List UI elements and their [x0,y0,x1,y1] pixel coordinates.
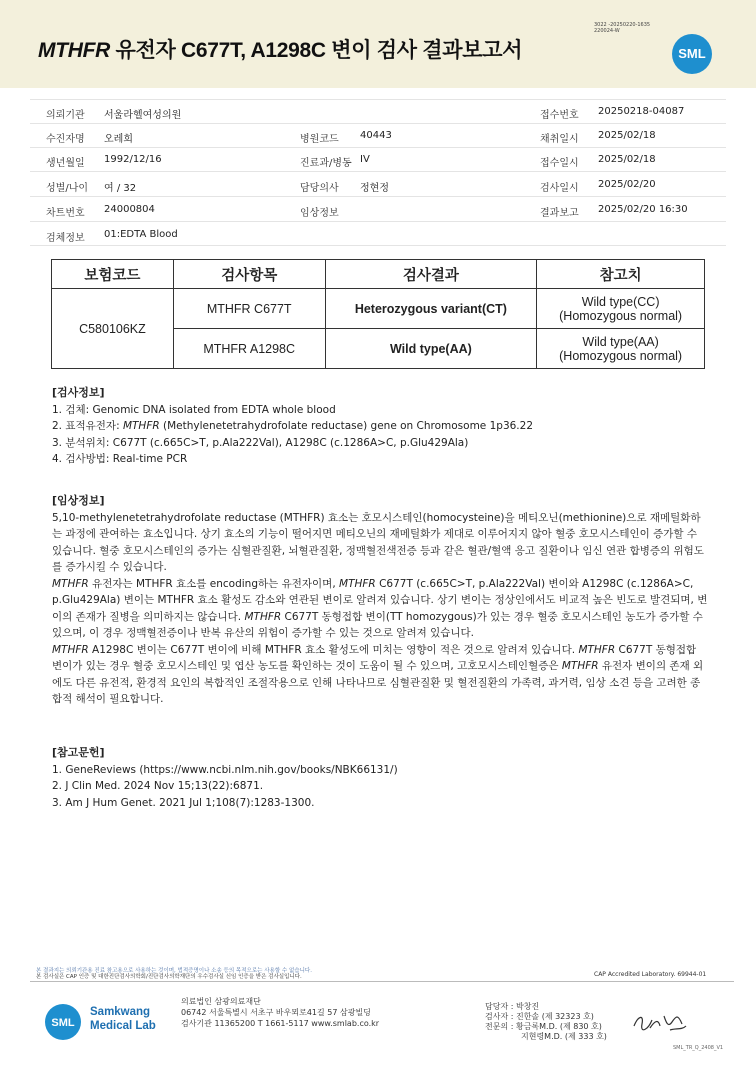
dob-label: 생년월일 [46,158,85,169]
reference-item: 3. Am J Hum Genet. 2021 Jul 1;108(7):1283-1300. [52,796,315,809]
test-result-cell: Heterozygous variant(CT) [325,289,537,329]
divider [30,123,726,124]
footer-divider [30,981,734,982]
test-item-cell: MTHFR C677T [173,289,325,329]
clinical-paragraph: MTHFR 유전자는 MTHFR 효소를 encoding하는 유전자이며, MTHFR C677T (c.665C>T, p.Ala222Val) 변이와 A1298C (c.1286A>C, p.Glu429Ala) 변이는 MTHFR 효소 활성도 감소와 연관된 변이로 알려져 있습니다. 상기 변이는 정상인에서도 비교적 높은 빈도로 발견되며, 변이의 존재가 질병을 의미하지는 않습니다. MTHFR C677T 동형접합 변이(TT homozygous)가 있는 경우 혈중 호모시스테인 농도가 증가할 수 있으며, 이 경우 정맥혈전증이나 반복 유산의 위험이 증가할 수 있는 것으로 알려져 있습니다. [52,577,708,639]
header-test-result: 검사결과 [325,260,537,289]
test-result-cell: Wild type(AA) [325,329,537,369]
clinical-label: 임상정보 [300,208,339,219]
test-date-label: 검사일시 [540,183,579,194]
test-info-line: 1. 검체: Genomic DNA isolated from EDTA whole blood [52,403,336,416]
report-header [0,0,756,88]
reference-item: 2. J Clin Med. 2024 Nov 15;13(22):6871. [52,780,264,792]
header-test-item: 검사항목 [173,260,325,289]
report-title: MTHFR 유전자 C677T, A1298C 변이 검사 결과보고서 [38,39,523,62]
report-value: 2025/02/20 16:30 [598,204,688,215]
test-info-heading: [검사정보] [52,386,105,399]
divider [30,245,726,246]
test-info-line: 3. 분석위치: C677T (c.665C>T, p.Ala222Val), A1298C (c.1286A>C, p.Glu429Ala) [52,436,469,449]
test-info-line: 4. 검사방법: Real-time PCR [52,453,188,465]
chart-value: 24000804 [104,204,155,215]
test-info-line: 2. 표적유전자: MTHFR (Methylenetetrahydrofolate reductase) gene on Chromosome 1p36.22 [52,420,534,432]
divider [30,221,726,222]
doctor-value: 정현정 [360,183,389,194]
clinical-paragraph: 5,10-methylenetetrahydrofolate reductase (MTHFR) 효소는 호모시스테인(homocysteine)을 메티오닌(methionine)으로 재메틸화하는 과정에 관여하는 효소입니다. 상기 효소의 기능이 떨어지면 메티오닌의 재메틸화가 제대로 이루어지지 않아 혈중 호모시스테인이 증가할 수 있습니다. 혈중 호모시스테인의 증가는 심혈관질환, 뇌혈관질환, 정맥혈전색전증 등과 같은 혈관/혈액 응고 질환이나 임신 연관 합병증의 위험도를 증가시킬 수 있습니다. [52,511,704,573]
result-table [51,259,705,369]
test-date-value: 2025/02/20 [598,179,656,190]
receipt-label: 접수번호 [540,110,579,121]
test-info-section [52,385,533,468]
inst-label: 의뢰기관 [46,110,85,121]
header-reference: 참고치 [537,260,705,289]
reference-cell: Wild type(CC) (Homozygous normal) [537,289,705,329]
clinical-paragraph: MTHFR A1298C 변이는 C677T 변이에 비해 MTHFR 효소 활성도에 미치는 영향이 적은 것으로 알려져 있습니다. MTHFR C677T 동형접합 변이가 있는 경우 혈중 호모시스테인 및 엽산 농도를 확인하는 것이 도움이 될 수 있으며, 고호모시스테인혈증은 MTHFR 유전자 변이의 존재 외에도 다른 유전적, 환경적 요인의 복합적인 조절작용으로 인해 나타나므로 심혈관질환 및 혈전질환의 가족력, 과거력, 임상 소견 등을 고려한 종합적 해석이 필요합니다. [52,643,704,705]
report-label: 결과보고 [540,208,579,219]
test-item-cell: MTHFR A1298C [173,329,325,369]
reference-cell: Wild type(AA) (Homozygous normal) [537,329,705,369]
divider [30,171,726,172]
specimen-value: 01:EDTA Blood [104,229,178,240]
dept-label: 진료과/병동 [300,158,352,169]
sex-value: 여 / 32 [104,183,137,194]
institution-info: 의료법인 삼광의료재단 06742 서울특별시 서초구 바우뫼로41길 57 삼광빌딩 검사기관 11365200 T 1661-5117 www.smlab.co.kr [181,997,380,1028]
sml-footer-logo [44,1003,82,1041]
header-insurance-code: 보험코드 [52,260,174,289]
name-label: 수진자명 [46,134,85,145]
collect-value: 2025/02/18 [598,130,656,141]
table-header-row [52,260,705,289]
inst-value: 서울라헬여성의원 [104,110,182,121]
name-value: 오레희 [104,134,133,145]
sex-label: 성별/나이 [46,183,89,194]
reception-label: 접수일시 [540,158,579,169]
reception-value: 2025/02/18 [598,154,656,165]
divider [30,196,726,197]
staff-info: 담당자 : 박창진 검사자 : 진한솔 (제 32323 호) 전문의 : 황금록M.D. (제 830 호) 지현령M.D. (제 333 호) [485,1002,607,1041]
insurance-code-cell: C580106KZ [52,289,174,369]
hosp-code-value: 40443 [360,130,392,141]
doctor-label: 담당의사 [300,183,339,194]
document-code: 3022 -20250220-1635 220024-W [594,22,651,34]
dob-value: 1992/12/16 [104,154,162,165]
brand-name: Samkwang Medical Lab [90,1006,156,1032]
dept-value: IV [360,154,370,165]
table-row [52,289,705,329]
collect-label: 채취일시 [540,134,579,145]
hosp-code-label: 병원코드 [300,134,339,145]
sml-logo: SML [672,34,712,74]
references-heading: [참고문헌] [52,746,105,759]
divider [30,147,726,148]
footer-note: 본 결과지는 의뢰기관용 진료 참고용으로 사용하는 것이며, 법적증명이나 소송 등의 목적으로는 사용할 수 없습니다. [36,968,312,974]
references-section [52,745,398,811]
divider [30,99,726,100]
clinical-section [52,493,708,708]
reference-item: 1. GeneReviews (https://www.ncbi.nlm.nih.gov/books/NBK66131/) [52,763,398,776]
specimen-label: 검체정보 [46,233,85,244]
form-code: SML_TR_Q_2408_V1 [673,1045,724,1051]
receipt-value: 20250218-04087 [598,106,685,117]
clinical-heading: [임상정보] [52,494,105,507]
svg-text:SML: SML [51,1017,75,1029]
footer-note: 본 검사실은 CAP 인증 및 대한진단검사의학회/진단검사의학재단의 우수검사실 신임 인증을 받은 검사실입니다. [36,974,302,980]
cap-accreditation: CAP Accredited Laboratory. 69944-01 [594,971,707,978]
signature-image [630,1008,690,1036]
chart-label: 차트번호 [46,208,85,219]
